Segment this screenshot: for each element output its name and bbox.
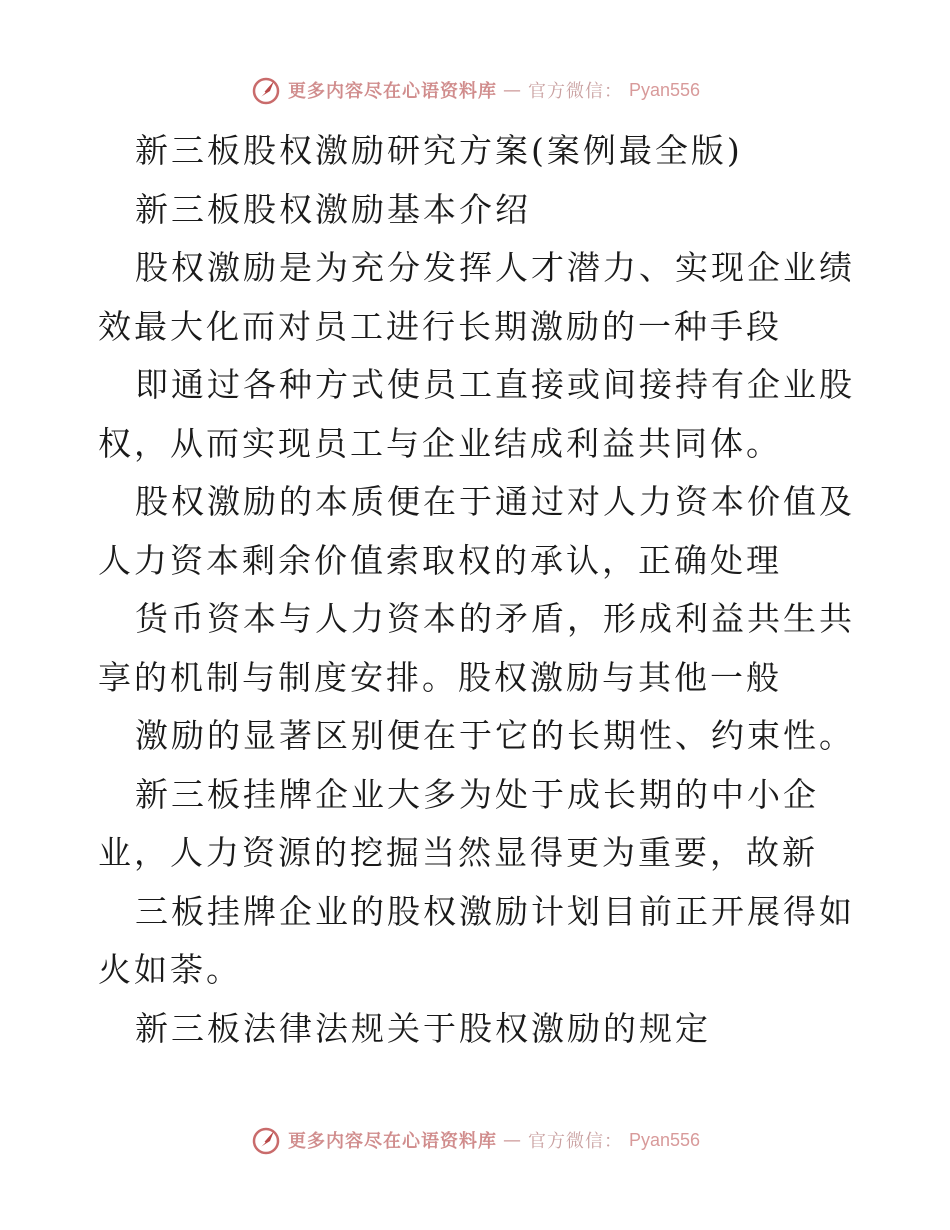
document-body bbox=[98, 122, 858, 1058]
body-paragraph: 三板挂牌企业的股权激励计划目前正开展得如火如荼。 bbox=[98, 891, 855, 989]
body-paragraph: 货币资本与人力资本的矛盾，形成利益共生共享的机制与制度安排。股权激励与其他一般 bbox=[98, 599, 855, 697]
document-title: 新三板股权激励研究方案(案例最全版) bbox=[135, 131, 743, 170]
banner-separator: — bbox=[502, 1129, 522, 1151]
banner-brand-text: 更多内容尽在心语资料库 bbox=[287, 81, 497, 102]
banner-brand-text: 更多内容尽在心语资料库 bbox=[287, 1131, 497, 1152]
body-paragraph: 即通过各种方式使员工直接或间接持有企业股权，从而实现员工与企业结成利益共同体。 bbox=[98, 365, 855, 463]
banner-separator: — bbox=[502, 79, 522, 101]
feather-pen-logo-icon bbox=[250, 1124, 282, 1156]
section-heading: 新三板股权激励基本介绍 bbox=[135, 189, 531, 229]
body-paragraph: 激励的显著区别便在于它的长期性、约束性。 bbox=[135, 716, 855, 755]
feather-pen-logo-icon bbox=[250, 74, 282, 106]
body-paragraph: 新三板挂牌企业大多为处于成长期的中小企业，人力资源的挖掘当然显得更为重要，故新 bbox=[98, 774, 819, 872]
header-watermark-banner bbox=[0, 70, 950, 110]
banner-wechat-label: 官方微信： bbox=[527, 1131, 623, 1152]
banner-wechat-id: Pyan556 bbox=[628, 1129, 701, 1150]
banner-wechat-label: 官方微信： bbox=[527, 81, 623, 102]
body-paragraph: 股权激励的本质便在于通过对人力资本价值及人力资本剩余价值索取权的承认，正确处理 bbox=[98, 482, 855, 580]
body-paragraph: 股权激励是为充分发挥人才潜力、实现企业绩效最大化而对员工进行长期激励的一种手段 bbox=[98, 248, 855, 346]
section-heading: 新三板法律法规关于股权激励的规定 bbox=[135, 1008, 711, 1048]
footer-watermark-banner bbox=[0, 1120, 950, 1160]
banner-wechat-id: Pyan556 bbox=[628, 79, 701, 100]
